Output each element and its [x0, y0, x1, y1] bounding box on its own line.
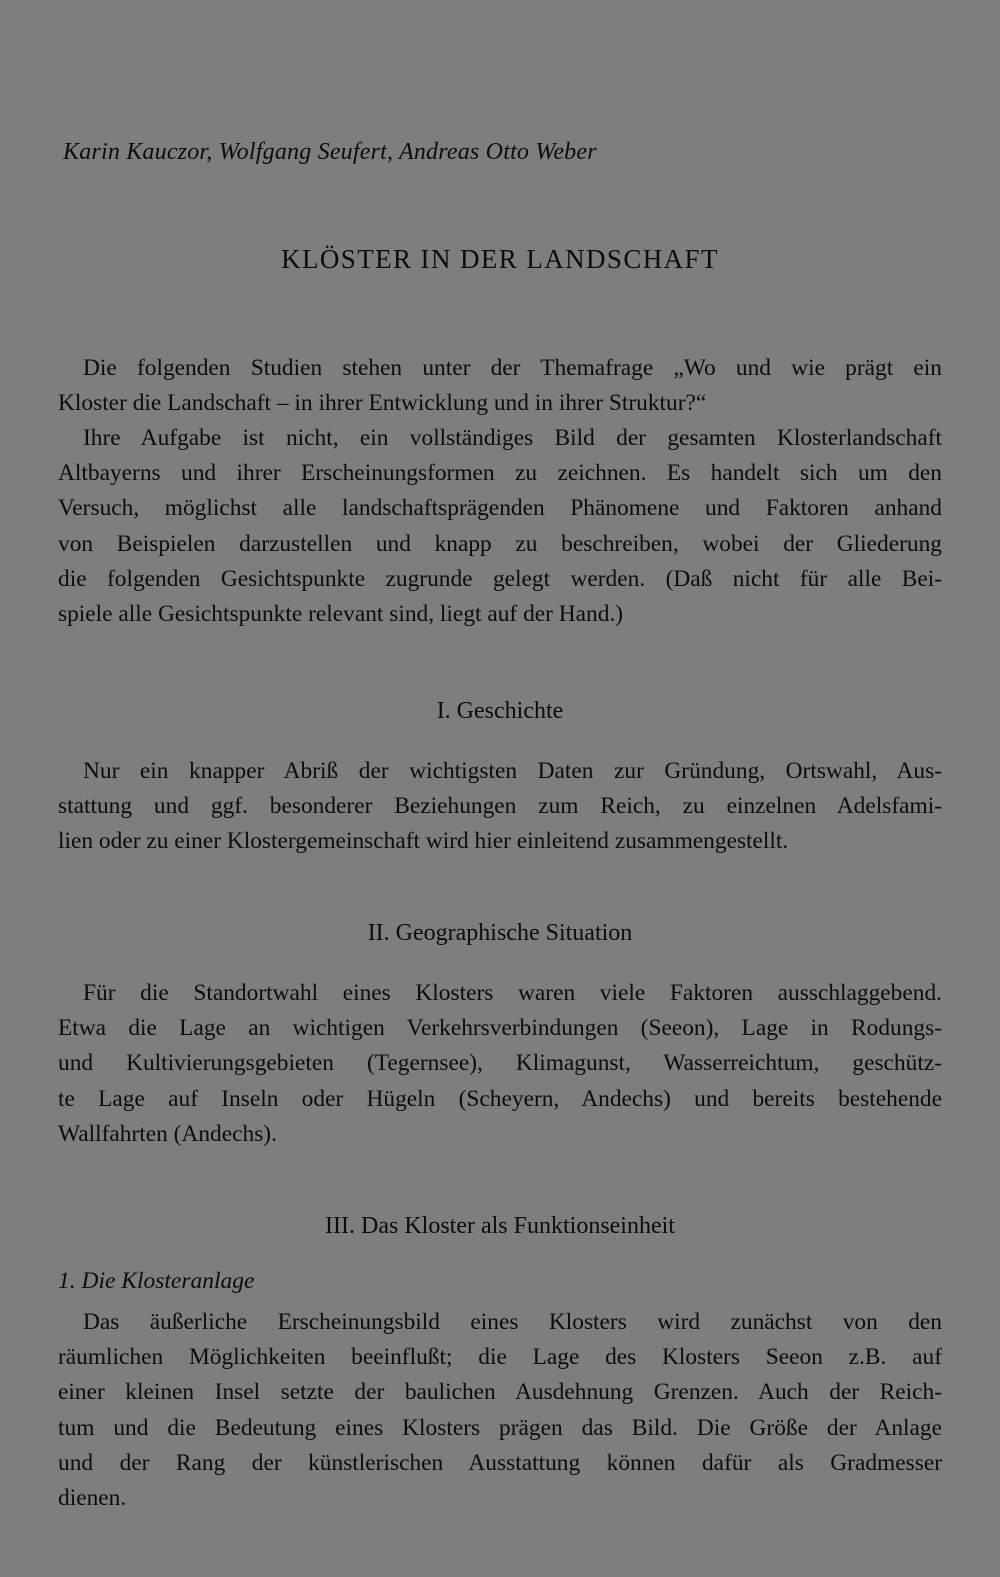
text-line: Kloster die Landschaft – in ihrer Entwicklung und in ihrer Struktur?“	[58, 390, 707, 417]
text-line: Altbayerns und ihrer Erscheinungsformen zu zeichnen. Es handelt sich um den	[58, 460, 942, 487]
section-heading-funktionseinheit: III. Das Kloster als Funktionseinheit	[325, 1213, 675, 1239]
text-line: die folgenden Gesichtspunkte zugrunde gelegt werden. (Daß nicht für alle Bei-	[58, 565, 942, 592]
text-line: lien oder zu einer Klostergemeinschaft wird hier einleitend zusammengestellt.	[58, 828, 789, 855]
text-line: räumlichen Möglichkeiten beeinflußt; die Lage des Klosters Seeon z.B. auf	[58, 1344, 942, 1371]
text-line: Versuch, möglichst alle landschaftsprägenden Phänomene und Faktoren anhand	[58, 495, 942, 522]
section-heading-geographie: II. Geographische Situation	[367, 920, 633, 946]
text-line: Ihre Aufgabe ist nicht, ein vollständiges Bild der gesamten Klosterlandschaft	[83, 425, 942, 451]
section-paragraph-geographie	[58, 976, 942, 1152]
section-paragraph-geschichte	[58, 754, 942, 860]
text-line: Wallfahrten (Andechs).	[58, 1120, 277, 1147]
text-line: von Beispielen darzustellen und knapp zu beschreiben, wobei der Gliederung	[58, 530, 942, 557]
subsection-heading-klosteranlage: 1. Die Klosteranlage	[58, 1268, 255, 1294]
text-line: Etwa die Lage an wichtigen Verkehrsverbindungen (Seeon), Lage in Rodungs-	[58, 1015, 942, 1042]
text-line: stattung und ggf. besonderer Beziehungen zum Reich, zu einzelnen Adelsfami-	[58, 793, 942, 820]
text-line: spiele alle Gesichtspunkte relevant sind, liegt auf der Hand.)	[58, 601, 624, 628]
text-line: Die folgenden Studien stehen unter der Themafrage „Wo und wie prägt ein	[83, 355, 942, 381]
document-title: KLÖSTER IN DER LANDSCHAFT	[281, 244, 719, 274]
text-line: Für die Standortwahl eines Klosters waren viele Faktoren ausschlaggebend.	[83, 980, 942, 1006]
text-line: Nur ein knapper Abriß der wichtigsten Daten zur Gründung, Ortswahl, Aus-	[83, 758, 942, 784]
text-line: dienen.	[58, 1485, 127, 1512]
text-line: und Kultivierungsgebieten (Tegernsee), Klimagunst, Wasserreichtum, geschütz-	[58, 1050, 942, 1077]
text-line: Das äußerliche Erscheinungsbild eines Klosters wird zunächst von den	[83, 1309, 942, 1335]
author-line: Karin Kauczor, Wolfgang Seufert, Andreas Otto Weber	[63, 139, 597, 165]
intro-paragraph-1	[58, 351, 942, 421]
text-line: und der Rang der künstlerischen Ausstattung können dafür als Gradmesser	[58, 1449, 942, 1476]
text-line: tum und die Bedeutung eines Klosters prägen das Bild. Die Größe der Anlage	[58, 1414, 942, 1441]
intro-paragraph-2	[58, 421, 942, 632]
section-paragraph-klosteranlage	[58, 1305, 942, 1516]
text-line: einer kleinen Insel setzte der baulichen Ausdehnung Grenzen. Auch der Reich-	[58, 1379, 942, 1406]
section-heading-geschichte: I. Geschichte	[436, 698, 564, 724]
text-line: te Lage auf Inseln oder Hügeln (Scheyern, Andechs) und bereits bestehende	[58, 1085, 942, 1112]
